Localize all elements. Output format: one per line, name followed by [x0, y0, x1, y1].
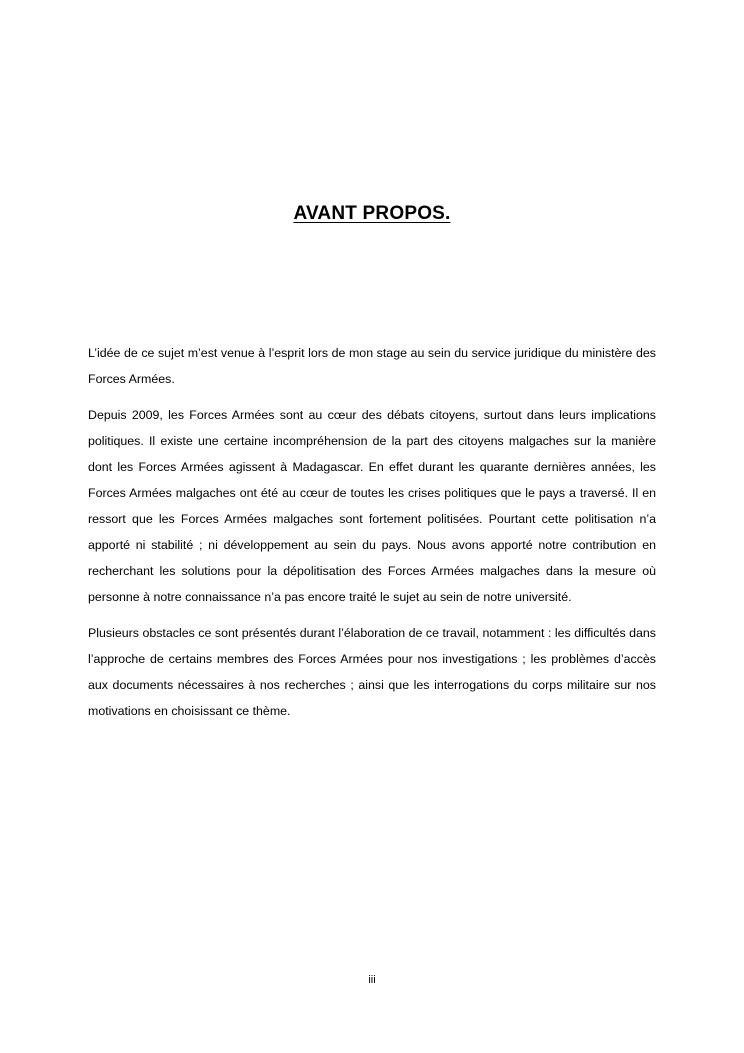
page-title: AVANT PROPOS.: [293, 203, 451, 224]
paragraph-3: Plusieurs obstacles ce sont présentés durant l’élaboration de ce travail, notamment : les difficultés dans l’approche de certains membres des Forces Armées pour nos investigations ; les problèmes d’accès aux documents nécessaires à nos recherches ; ainsi que les interrogations du corps militaire sur nos motivations en choisissant ce thème.: [88, 626, 656, 718]
document-body: [88, 340, 656, 734]
paragraph-1: L’idée de ce sujet m’est venue à l’esprit lors de mon stage au sein du service juridique du ministère des Forces Armées.: [88, 346, 656, 386]
page-number: iii: [368, 974, 376, 986]
paragraph-2: Depuis 2009, les Forces Armées sont au cœur des débats citoyens, surtout dans leurs implications politiques. Il existe une certaine incompréhension de la part des citoyens malgaches sur la manière dont les Forces Armées agissent à Madagascar. En effet durant les quarante dernières années, les Forces Armées malgaches ont été au cœur de toutes les crises politiques que le pays a traversé. Il en ressort que les Forces Armées malgaches sont fortement politisées. Pourtant cette politisation n’a apporté ni stabilité ; ni développement au sein du pays. Nous avons apporté notre contribution en recherchant les solutions pour la dépolitisation des Forces Armées malgaches dans la mesure où personne à notre connaissance n’a pas encore traité le sujet au sein de notre université.: [88, 408, 656, 604]
